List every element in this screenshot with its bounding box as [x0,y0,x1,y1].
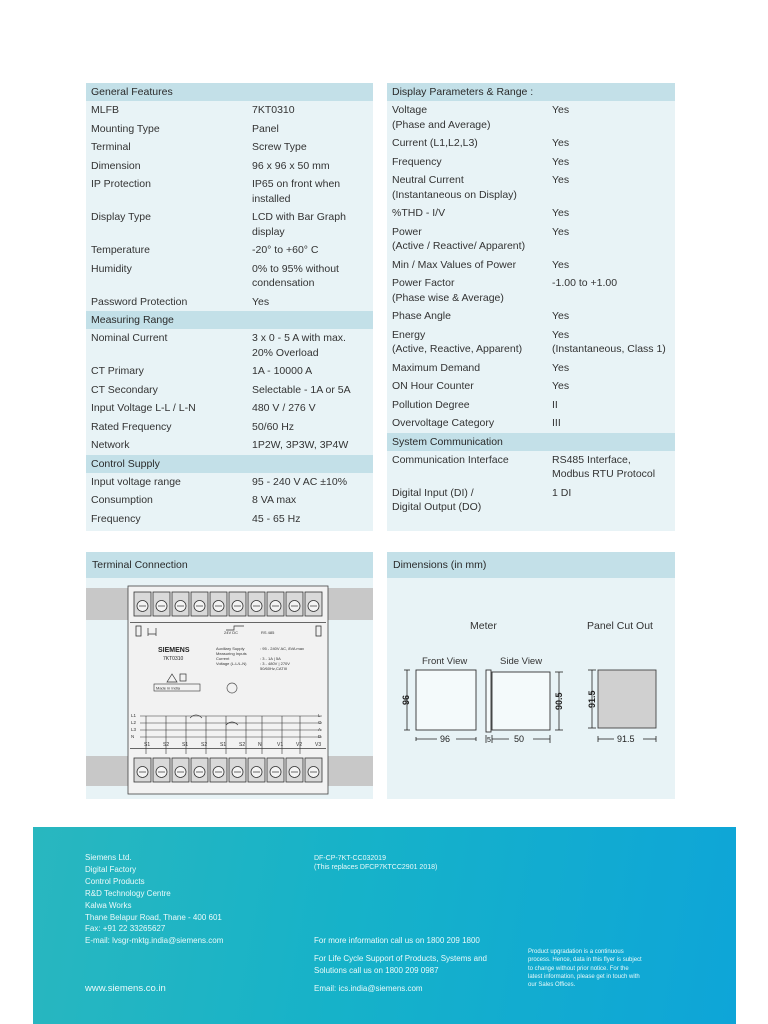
display-parameters-header: Display Parameters & Range : [387,83,675,101]
table-row [86,381,373,400]
row-label: Frequency [392,155,442,168]
svg-text:: 95 - 240V AC, 8VA max: : 95 - 240V AC, 8VA max [260,646,304,651]
terminal-label: V2 [296,742,303,748]
display-parameters-table [387,83,675,531]
table-row [387,274,675,307]
table-row [387,134,675,153]
row-label: Humidity [91,262,132,275]
row-value: Yes [552,174,570,186]
row-value: Yes [552,104,570,116]
row-label: IP Protection [91,178,151,190]
line-label: L1 [131,713,137,718]
general-features-rows [86,101,373,311]
row-label: CT Secondary [91,383,158,396]
terminal-label: S2 [201,742,208,748]
measuring-range-rows [86,329,373,455]
table-row [86,157,373,176]
table-row [86,175,373,208]
row-value: Yes [552,258,570,271]
terminal-connection-header: Terminal Connection [86,552,373,578]
row-label: MLFB [91,104,120,116]
document-code: DF-CP-7KT-CC032019 (This replaces DFCP7KTCC2901 2018) [314,855,438,871]
row-label: Voltage (Phase and Average) [392,104,491,131]
table-row [86,293,373,312]
model-label: 7KT0310 [163,656,184,662]
table-row [86,491,373,510]
dim-96-height: 96 [401,694,411,705]
terminal-label: V3 [315,742,322,748]
siemens-brand: SIEMENS [158,647,190,654]
row-value: 45 - 65 Hz [252,512,301,525]
side-view-box [492,672,550,730]
row-label: Min / Max Values of Power [392,258,517,271]
line-label: L3 [131,727,137,732]
svg-text:Measuring Inputs: Measuring Inputs [216,651,247,656]
table-row [387,414,675,433]
row-label: Input voltage range [91,475,181,488]
meter-label: Meter [470,620,497,632]
terminal-label: S2 [239,742,246,748]
row-value: RS485 Interface, Modbus RTU Protocol [552,453,656,480]
row-value: Yes [552,225,570,238]
row-value: 3 x 0 - 5 A with max. 20% Overload [252,332,346,359]
line-label: L2 [131,720,137,725]
table-row [387,326,675,359]
dim-50: 50 [514,734,525,744]
terminal-label: S1 [220,742,227,748]
terminal-label: S1 [182,742,189,748]
terminal-label: V1 [277,742,284,748]
lifecycle-line: For Life Cycle Support of Products, Systems and Solutions call us on 1800 209 0987 [314,954,487,975]
table-row [86,399,373,418]
line-label: N [131,734,135,739]
row-value: 0% to 95% without condensation [252,262,339,289]
row-label: Frequency [91,512,141,525]
table-row [387,359,675,378]
table-row [86,510,373,529]
table-row [387,451,675,484]
table-row [86,241,373,260]
svg-text:50/60Hz,CATIII: 50/60Hz,CATIII [260,666,288,671]
row-value: -1.00 to +1.00 [552,277,618,289]
load-label: D [318,734,322,739]
row-label: Network [91,439,130,451]
row-value: 1A - 10000 A [252,365,313,377]
table-row [86,208,373,241]
row-value: 96 x 96 x 50 mm [252,159,330,172]
row-value: LCD with Bar Graph display [252,211,346,238]
row-label: %THD - I/V [392,207,446,219]
svg-text:: 3 - 480V | 270V: : 3 - 480V | 270V [260,661,290,666]
table-row [86,329,373,362]
row-label: Pollution Degree [392,398,470,411]
svg-text:Current: Current [216,656,230,661]
row-label: Overvoltage Category [392,417,495,429]
terminal-connection-panel [86,578,373,799]
terminal-label: S1 [144,742,151,748]
table-row [86,418,373,437]
row-value: 1 DI [552,486,572,499]
table-row [86,362,373,381]
row-value: IP65 on front when installed [252,178,341,205]
row-value: Screw Type [252,141,307,153]
control-supply-rows [86,473,373,529]
row-value: 7KT0310 [252,104,295,116]
terminal-diagram [86,578,373,799]
row-label: Mounting Type [91,122,160,135]
table-row [387,153,675,172]
row-value: Yes [552,207,570,219]
load-label: O [318,720,322,725]
row-label: Consumption [91,494,153,506]
dimensions-diagram [387,578,675,799]
footer [33,827,736,1024]
dim-90-5: 90.5 [554,692,564,710]
row-label: Energy (Active, Reactive, Apparent) [392,328,523,355]
row-value: Yes [552,380,570,392]
row-label: Neutral Current (Instantaneous on Display) [392,174,517,201]
table-row [86,138,373,157]
table-row [86,101,373,120]
table-row [387,307,675,326]
row-value: Yes [252,295,270,308]
row-label: Communication Interface [392,453,509,466]
row-value: Yes [552,310,570,322]
row-value: 480 V / 276 V [252,402,316,414]
row-value: 1P2W, 3P3W, 3P4W [252,439,349,451]
dim-91-5-vertical: 91.5 [587,690,597,708]
terminal-label: S2 [163,742,170,748]
table-row [387,204,675,223]
load-label: L [318,713,321,718]
row-label: Password Protection [91,295,188,308]
row-label: ON Hour Counter [392,380,474,392]
table-row [86,120,373,139]
made-in-india: Made in India [156,685,181,691]
row-label: Power Factor (Phase wise & Average) [392,277,504,304]
row-label: Maximum Demand [392,361,481,374]
front-view-box [416,670,476,730]
row-value: Panel [252,122,279,135]
info-line: For more information call us on 1800 209 1800 [314,936,480,945]
table-row [387,101,675,134]
dc-label: 24V DC [224,630,239,635]
row-label: Input Voltage L-L / L-N [91,402,196,414]
row-label: Rated Frequency [91,420,172,433]
row-value: 50/60 Hz [252,420,295,433]
system-communication-rows [387,451,675,517]
row-label: Display Type [91,211,151,223]
general-features-header: General Features [86,83,373,101]
control-supply-header: Control Supply [86,455,373,473]
dimensions-header: Dimensions (in mm) [387,552,675,578]
row-value: Yes (Instantaneous, Class 1) [552,328,666,355]
email-line[interactable]: Email: ics.india@siemens.com [314,984,423,993]
dim-96-width: 96 [440,734,451,744]
row-label: CT Primary [91,365,144,377]
dim-5: 5 [487,737,491,744]
panel-cutout-box [598,670,656,728]
load-label: A [318,727,322,732]
terminal-label: N [258,742,262,748]
table-row [387,171,675,204]
general-features-table [86,83,373,531]
table-row [86,436,373,455]
table-row [86,260,373,293]
row-value: II [552,398,558,411]
table-row [387,377,675,396]
panel-cutout-label: Panel Cut Out [587,620,653,632]
row-value: Yes [552,137,570,149]
table-row [387,223,675,256]
row-value: 95 - 240 V AC ±10% [252,475,348,488]
measuring-range-header: Measuring Range [86,311,373,329]
side-view-label: Side View [500,656,543,667]
dimensions-panel [387,578,675,799]
row-label: Nominal Current [91,332,168,344]
svg-text:Auxiliary Supply: Auxiliary Supply [216,646,245,651]
row-value: Selectable - 1A or 5A [252,383,351,396]
row-value: Yes [552,361,570,374]
row-label: Phase Angle [392,310,451,322]
row-label: Terminal [91,141,131,153]
svg-text:: 3 - 1A | 5A: : 3 - 1A | 5A [260,656,281,661]
row-label: Dimension [91,159,141,172]
row-value: 8 VA max [252,494,297,506]
row-label: Digital Input (DI) / Digital Output (DO) [392,486,482,513]
website-link[interactable]: www.siemens.co.in [85,983,166,994]
row-value: III [552,417,561,429]
system-communication-header: System Communication [387,433,675,451]
dim-91-5-horizontal: 91.5 [617,734,635,744]
row-value: -20° to +60° C [252,244,319,256]
front-view-label: Front View [422,656,468,667]
row-label: Temperature [91,244,150,256]
disclaimer: Product upgradation is a continuous process. Hence, data in this flyer is subject to change without prior notice. For the latest information, please get in touch with our Sales Offices. [528,949,642,989]
company-address: Siemens Ltd. Digital Factory Control Products R&D Technology Centre Kalwa Works Thane Belapur Road, Thane - 400 601 Fax: +91 22 33265627 E-mail: lvsgr-mktg.india@siemens.com [85,853,224,946]
table-row [387,484,675,517]
row-value: Yes [552,155,570,168]
row-label: Power (Active / Reactive/ Apparent) [392,225,526,252]
display-parameters-rows [387,101,675,433]
table-row [387,396,675,415]
svg-text:Voltage (L-L/L-N): Voltage (L-L/L-N) [216,661,247,666]
table-row [86,473,373,492]
row-label: Current (L1,L2,L3) [392,137,478,149]
rs485-label: RS 485 [261,630,275,635]
table-row [387,256,675,275]
